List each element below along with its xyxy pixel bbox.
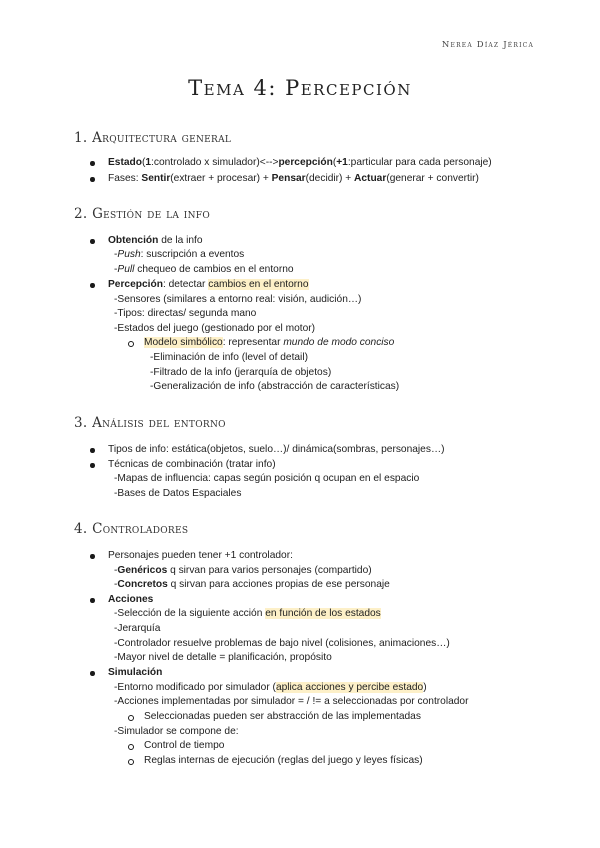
list-item: -Push: suscripción a eventos <box>114 249 245 260</box>
list-item: -Estados del juego (gestionado por el motor) <box>114 323 316 334</box>
list-item: -Simulador se compone de: <box>114 726 239 737</box>
list-item: -Bases de Datos Espaciales <box>114 488 242 499</box>
list-item: Técnicas de combinación (tratar info) <box>108 459 276 470</box>
section-heading-3: 3. Análisis del entorno <box>74 415 226 431</box>
list-item: Seleccionadas pueden ser abstracción de las implementadas <box>144 711 421 722</box>
list-item: -Controlador resuelve problemas de bajo nivel (colisiones, animaciones…) <box>114 638 450 649</box>
list-item: Control de tiempo <box>144 740 225 751</box>
list-item: Personajes pueden tener +1 controlador: <box>108 550 293 561</box>
author-name: Nerea Díaz Jérica <box>441 40 534 50</box>
list-item: -Pull chequeo de cambios en el entorno <box>114 264 294 275</box>
list-item: -Tipos: directas/ segunda mano <box>114 308 257 319</box>
list-item: -Mapas de influencia: capas según posición q ocupan en el espacio <box>114 473 420 484</box>
list-item: -Genéricos q sirvan para varios personajes (compartido) <box>114 565 372 576</box>
section-heading-4: 4. Controladores <box>74 521 189 537</box>
list-item: -Eliminación de info (level of detail) <box>150 352 308 363</box>
page-title: Tema 4: Percepción <box>188 76 412 100</box>
list-item: Tipos de info: estática(objetos, suelo…)/ dinámica(sombras, personajes…) <box>108 444 445 455</box>
section-heading-1: 1. Arquitectura general <box>74 130 232 146</box>
list-item: Estado(1:controlado x simulador)<-->percepción(+1:particular para cada personaje) <box>108 157 492 168</box>
list-item: Fases: Sentir(extraer + procesar) + Pensar(decidir) + Actuar(generar + convertir) <box>108 173 479 184</box>
list-item: -Generalización de info (abstracción de características) <box>150 381 400 392</box>
list-item: Percepción: detectar cambios en el entorno <box>108 279 309 290</box>
list-item: Reglas internas de ejecución (reglas del juego y leyes físicas) <box>144 755 423 766</box>
list-item: -Filtrado de la info (jerarquía de objetos) <box>150 367 332 378</box>
list-item: -Acciones implementadas por simulador = / != a seleccionadas por controlador <box>114 696 469 707</box>
list-item: -Sensores (similares a entorno real: visión, audición…) <box>114 294 362 305</box>
list-item: -Entorno modificado por simulador (aplica acciones y percibe estado) <box>114 682 427 693</box>
list-item: -Mayor nivel de detalle = planificación, propósito <box>114 652 332 663</box>
list-item: -Concretos q sirvan para acciones propias de ese personaje <box>114 579 390 590</box>
list-item: Modelo simbólico: representar mundo de modo conciso <box>144 337 395 348</box>
list-item: Simulación <box>108 667 163 678</box>
list-item: Obtención de la info <box>108 235 203 246</box>
list-item: Acciones <box>108 594 154 605</box>
section-heading-2: 2. Gestión de la info <box>74 206 210 222</box>
list-item: -Jerarquía <box>114 623 161 634</box>
list-item: -Selección de la siguiente acción en función de los estados <box>114 608 381 619</box>
